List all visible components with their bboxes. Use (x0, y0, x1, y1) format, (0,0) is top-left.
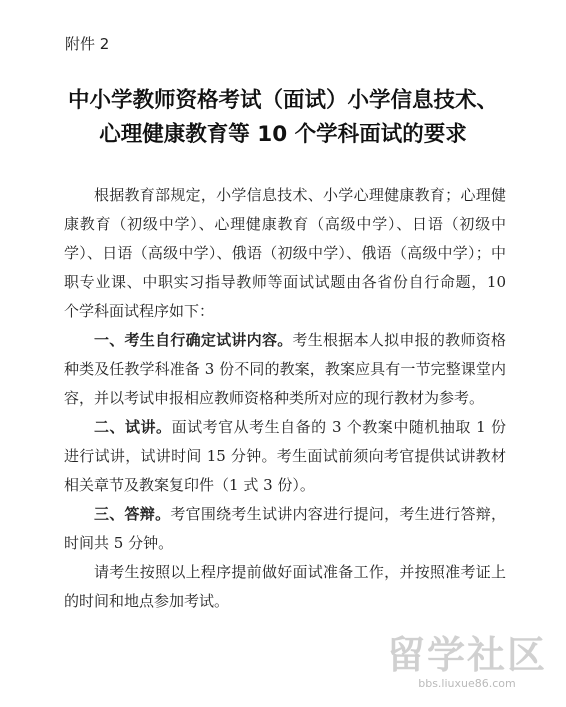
section-1-heading: 一、考生自行确定试讲内容。 (94, 331, 293, 349)
section-3-paragraph (64, 500, 506, 558)
intro-paragraph: 根据教育部规定，小学信息技术、小学心理健康教育；心理健康教育（初级中学）、心理健康教育（高级中学）、日语（初级中学）、日语（高级中学）、俄语（初级中学）、俄语（高级中学）；中职专业课、中职实习指导教师等面试试题由各省份自行命题，10 个学科面试程序如下： (64, 186, 506, 320)
attachment-label: 附件 2 (65, 35, 110, 53)
section-3-text: 考官围绕考生试讲内容进行提问，考生进行答辩，时间共 5 分钟。 (64, 505, 506, 552)
section-1-paragraph (64, 326, 506, 413)
section-2-heading: 二、试讲。 (94, 418, 172, 436)
section-1-text: 考生根据本人拟申报的教师资格种类及任教学科准备 3 份不同的教案，教案应具有一节完整课堂内容，并以考试申报相应教师资格种类所对应的现行教材为参考。 (64, 331, 506, 407)
watermark-url: bbs.liuxue86.com (418, 677, 516, 690)
document-title (40, 84, 526, 152)
title-line-1: 中小学教师资格考试（面试）小学信息技术、 (67, 88, 498, 113)
section-2-text: 面试考官从考生自备的 3 个教案中随机抽取 1 份进行试讲，试讲时间 15 分钟。考生面试前须向考官提供试讲教材相关章节及教案复印件（1 式 3 份）。 (64, 418, 506, 494)
closing-paragraph: 请考生按照以上程序提前做好面试准备工作，并按照准考证上的时间和地点参加考试。 (64, 563, 506, 610)
section-2-paragraph (64, 413, 506, 500)
section-3-heading: 三、答辩。 (94, 505, 171, 523)
document-body (64, 181, 506, 616)
watermark-logo: 留学社区 (386, 633, 547, 677)
title-line-2: 心理健康教育等 10 个学科面试的要求 (99, 122, 467, 147)
site-watermark (382, 633, 552, 699)
